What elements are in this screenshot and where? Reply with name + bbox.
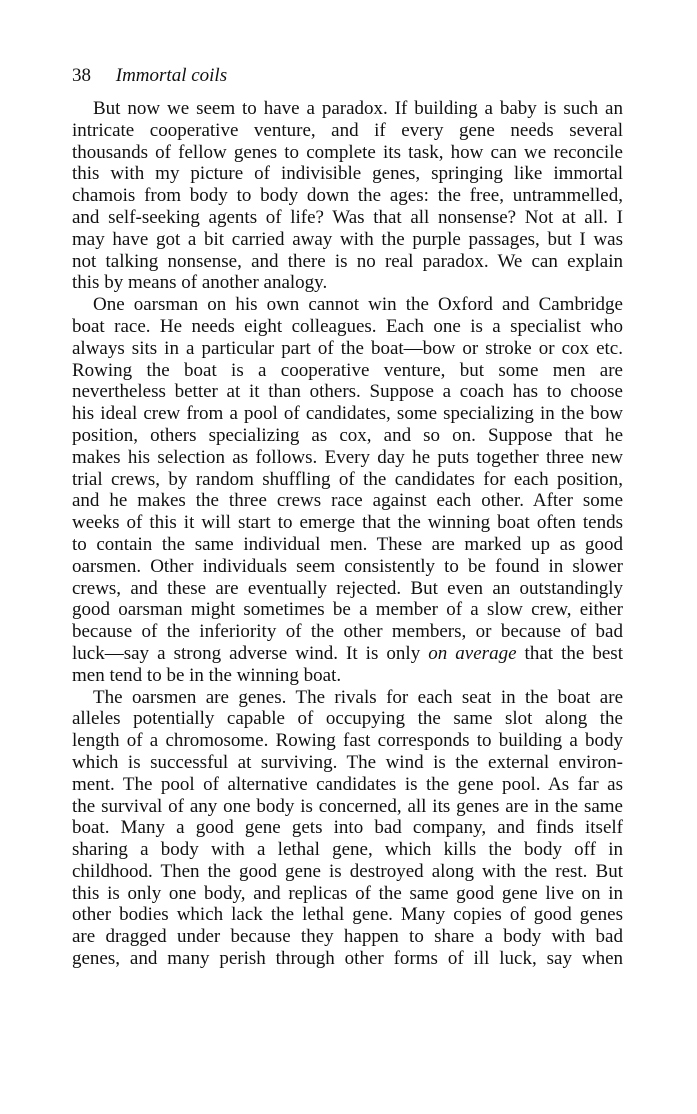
text-line: and he makes the three crews race against each other. After some bbox=[72, 490, 623, 512]
text-line: this by means of another analogy. bbox=[72, 272, 328, 294]
text-line: length of a chromosome. Rowing fast corresponds to building a body bbox=[72, 730, 623, 752]
paragraph-1 bbox=[72, 98, 623, 294]
text-line-with-emphasis bbox=[72, 643, 623, 665]
emphasis-on-average: on average bbox=[428, 642, 517, 664]
text-line: not talking nonsense, and there is no real paradox. We can explain bbox=[72, 250, 623, 272]
paragraph-3 bbox=[72, 687, 623, 970]
text-line: trial crews, by random shuffling of the candidates for each position, bbox=[72, 468, 623, 490]
text-line: his ideal crew from a pool of candidates, some specializing in the bow bbox=[72, 403, 623, 425]
text-line: makes his selection as follows. Every day he puts together three new bbox=[72, 446, 623, 468]
text-line: this with my picture of indivisible genes, springing like immortal bbox=[72, 163, 623, 185]
text-line: thousands of fellow genes to complete its task, how can we reconcile bbox=[72, 141, 623, 163]
text-line: to contain the same individual men. These are marked up as good bbox=[72, 533, 623, 555]
text-line: because of the inferiority of the other members, or because of bad bbox=[72, 621, 623, 643]
page-number: 38 bbox=[72, 65, 91, 86]
running-head bbox=[72, 64, 227, 88]
text-line: always sits in a particular part of the boat—bow or stroke or cox etc. bbox=[72, 337, 623, 359]
paragraph-2 bbox=[72, 294, 623, 686]
text-line: are dragged under because they happen to share a body with bad bbox=[72, 926, 623, 948]
text-segment: that the best bbox=[516, 642, 623, 664]
text-line: this is only one body, and replicas of the same good gene live on in bbox=[72, 882, 623, 904]
text-line: But now we seem to have a paradox. If building a baby is such an bbox=[93, 98, 623, 119]
text-line: which is successful at surviving. The wind is the external environ- bbox=[72, 751, 623, 773]
text-segment: luck—say a strong adverse wind. It is only bbox=[72, 642, 429, 664]
text-line: intricate cooperative venture, and if every gene needs several bbox=[72, 119, 623, 141]
text-line: genes, and many perish through other forms of ill luck, say when bbox=[72, 948, 623, 970]
text-line: men tend to be in the winning boat. bbox=[72, 664, 342, 686]
text-line: good oarsman might sometimes be a member of a slow crew, either bbox=[72, 599, 623, 621]
text-line: sharing a body with a lethal gene, which kills the body off in bbox=[72, 839, 623, 861]
text-line: One oarsman on his own cannot win the Oxford and Cambridge bbox=[93, 294, 623, 316]
text-line: childhood. Then the good gene is destroyed along with the rest. But bbox=[72, 860, 623, 882]
text-line: weeks of this it will start to emerge that the winning boat often tends bbox=[72, 512, 623, 534]
text-line: alleles potentially capable of occupying the same slot along the bbox=[72, 708, 623, 730]
text-line: ment. The pool of alternative candidates is the gene pool. As far as bbox=[72, 773, 623, 795]
text-line: position, others specializing as cox, and so on. Suppose that he bbox=[72, 424, 623, 446]
text-line: chamois from body to body down the ages: the free, untrammelled, bbox=[72, 185, 623, 207]
text-line: other bodies which lack the lethal gene. Many copies of good genes bbox=[72, 904, 623, 926]
text-line: Rowing the boat is a cooperative venture, but some men are bbox=[72, 359, 623, 381]
text-line: The oarsmen are genes. The rivals for each seat in the boat are bbox=[93, 686, 623, 708]
text-line: oarsmen. Other individuals seem consistently to be found in slower bbox=[72, 555, 623, 577]
text-line: boat race. He needs eight colleagues. Each one is a specialist who bbox=[72, 315, 623, 337]
text-line: boat. Many a good gene gets into bad company, and finds itself bbox=[72, 817, 623, 839]
text-line: the survival of any one body is concerned, all its genes are in the same bbox=[72, 795, 623, 817]
text-line: and self-seeking agents of life? Was that all nonsense? Not at all. I bbox=[72, 206, 623, 228]
body-text bbox=[72, 98, 623, 970]
text-line: crews, and these are eventually rejected. But even an outstandingly bbox=[72, 577, 623, 599]
text-line: nevertheless better at it than others. Suppose a coach has to choose bbox=[72, 381, 623, 403]
text-line: may have got a bit carried away with the purple passages, but I was bbox=[72, 228, 623, 250]
running-title: Immortal coils bbox=[115, 65, 228, 86]
